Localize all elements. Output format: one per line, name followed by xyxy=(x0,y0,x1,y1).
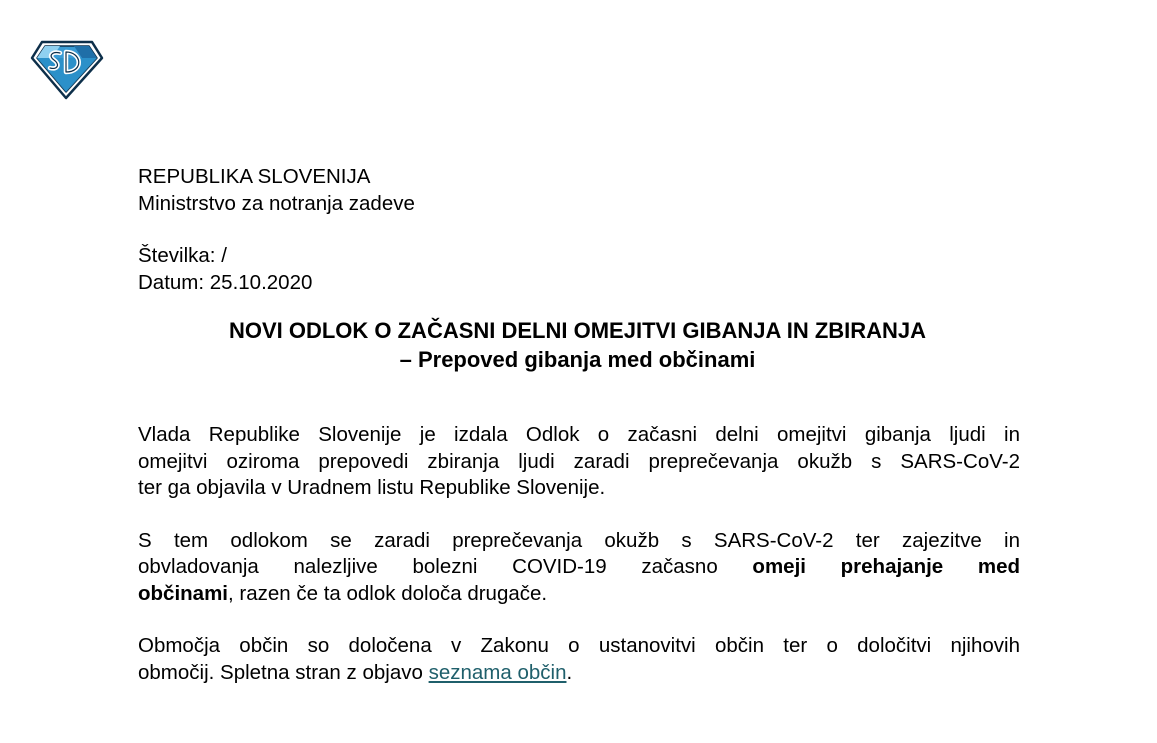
title-line-2: – Prepoved gibanja med občinami xyxy=(399,346,756,372)
paragraph-2-line-3-text: , razen če ta odlok določa drugače. xyxy=(228,581,548,605)
number-label: Številka: xyxy=(138,244,216,267)
paragraph-3-line-2-end: . xyxy=(566,660,573,684)
paragraph-2-line-2-text: obvladovanja nalezljive bolezni COVID-19 začasno xyxy=(138,555,718,578)
document-number xyxy=(138,243,1020,270)
paragraph-3-line-2-text: območij. Spletna stran z objavo xyxy=(138,660,423,684)
paragraph-2-bold-phrase-2: občinami xyxy=(138,581,228,605)
paragraph-3-line-1: Območja občin so določena v Zakonu o ustanovitvi občin ter o določitvi njihovih xyxy=(138,634,1020,657)
date-value: 25.10.2020 xyxy=(209,270,313,294)
org-name: REPUBLIKA SLOVENIJA xyxy=(138,165,371,188)
paragraph-3-line-2 xyxy=(138,660,1020,687)
paragraph-1-line-2: omejitvi oziroma prepovedi zbiranja ljudi zaradi preprečevanja okužb s SARS-CoV-2 xyxy=(138,449,1020,473)
paragraph-2 xyxy=(138,528,1020,608)
ministry-name: Ministrstvo za notranja zadeve xyxy=(138,191,415,215)
paragraph-2-bold-phrase-1: omeji prehajanje med xyxy=(752,555,1021,578)
document-body xyxy=(138,164,1020,686)
sd-diamond-logo-icon xyxy=(30,40,104,100)
paragraph-2-line-1: S tem odlokom se zaradi preprečevanja okužb s SARS-CoV-2 ter zajezitve in xyxy=(138,528,1020,552)
paragraph-3 xyxy=(138,633,1020,686)
paragraph-1 xyxy=(138,422,1020,502)
paragraph-1-line-3: ter ga objavila v Uradnem listu Republike Slovenije. xyxy=(138,476,606,499)
title-line-1: NOVI ODLOK O ZAČASNI DELNI OMEJITVI GIBANJA IN ZBIRANJA xyxy=(228,318,927,343)
paragraph-2-line-3 xyxy=(138,581,1020,608)
number-value: / xyxy=(221,244,227,267)
paragraph-2-line-2 xyxy=(138,554,1020,581)
municipalities-list-link[interactable]: seznama občin xyxy=(428,660,567,684)
paragraph-1-line-1: Vlada Republike Slovenije je izdala Odlok o začasni delni omejitvi gibanja ljudi in xyxy=(138,423,1020,446)
document-title xyxy=(135,317,1020,374)
date-label: Datum: xyxy=(138,270,205,294)
document-date xyxy=(138,270,1020,297)
header-block xyxy=(138,164,1020,296)
